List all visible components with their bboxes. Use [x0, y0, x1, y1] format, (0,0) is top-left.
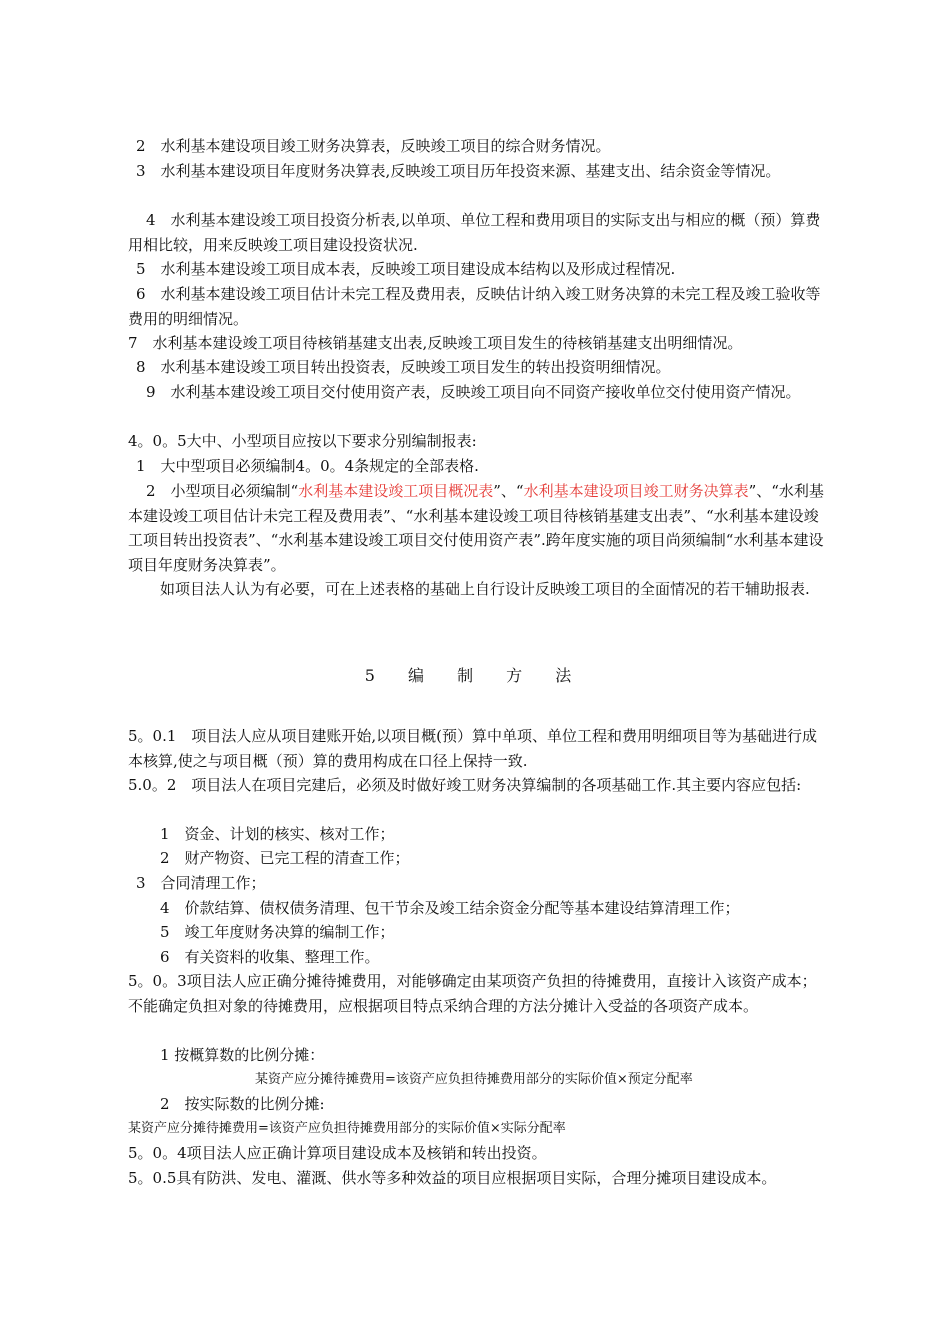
formula-budget-ratio: 某资产应分摊待摊费用=该资产应负担待摊费用部分的实际价值×预定分配率 [255, 1072, 693, 1087]
basic-work-item-5: 5 竣工年度财务决算的编制工作； [160, 923, 395, 941]
report-item-8: 8 水利基本建设竣工项目转出投资表，反映竣工项目发生的转出投资明细情况。 [136, 358, 671, 376]
clause-5-0-5: 5。0.5具有防洪、发电、灌溉、供水等多种效益的项目应根据项目实际，合理分摊项目建设成本。 [128, 1169, 777, 1187]
method-2-label: 2 按实际数的比例分摊: [160, 1095, 325, 1113]
clause-4-0-5-rule-2 [128, 479, 828, 577]
clause-5-0-1: 5。0.1 项目法人应从项目建账开始,以项目概(预）算中单项、单位工程和费用明细项目等为基础进行成本核算,使之与项目概（预）算的费用构成在口径上保持一致. [128, 727, 818, 770]
basic-work-item-1: 1 资金、计划的核实、核对工作； [160, 825, 395, 843]
report-item-3: 3 水利基本建设项目年度财务决算表,反映竣工项目历年投资来源、基建支出、结余资金等情况。 [136, 162, 781, 180]
rule-2-text-c: ”、“水利基本建设竣工项目估计未完工程及费用表”、“水利基本建设竣工项目待核销基建支出表”、“水利基本建设竣工项目转出投资表”、“水利基本建设竣工项目交付使用资产表”.跨年度实施的项目尚须编制“水利基本建设项目年度财务决算表”。 [128, 482, 824, 574]
basic-work-item-6: 6 有关资料的收集、整理工作。 [160, 948, 380, 966]
report-item-5: 5 水利基本建设竣工项目成本表，反映竣工项目建设成本结构以及形成过程情况. [136, 260, 676, 278]
basic-work-item-4: 4 价款结算、债权债务清理、包干节余及竣工结余资金分配等基本建设结算清理工作； [160, 899, 740, 917]
clause-4-0-5-note: 如项目法人认为有必要，可在上述表格的基础上自行设计反映竣工项目的全面情况的若干辅助报表. [160, 580, 810, 598]
section-5-heading: 5 编 制 方 法 [364, 666, 586, 685]
clause-5-0-2: 5.0。2 项目法人在项目完建后，必须及时做好竣工财务决算编制的各项基础工作.其主要内容应包括: [128, 776, 802, 794]
method-1-label: 1 按概算数的比例分摊： [160, 1046, 325, 1064]
rule-2-text-b: ”、“ [493, 482, 524, 500]
report-item-9: 9 水利基本建设竣工项目交付使用资产表，反映竣工项目向不同资产接收单位交付使用资产情况。 [146, 383, 801, 401]
clause-4-0-5-title: 4。0。5大中、小型项目应按以下要求分别编制报表: [128, 432, 477, 450]
clause-5-0-4: 5。0。4项目法人应正确计算项目建设成本及核销和转出投资。 [128, 1144, 547, 1162]
report-item-7: 7 水利基本建设竣工项目待核销基建支出表,反映竣工项目发生的待核销基建支出明细情况。 [128, 334, 743, 352]
basic-work-item-2: 2 财产物资、已完工程的清查工作； [160, 849, 410, 867]
clause-4-0-5-rule-1: 1 大中型项目必须编制4。0。4条规定的全部表格. [136, 457, 479, 475]
basic-work-item-3: 3 合同清理工作； [136, 874, 266, 892]
rule-2-highlight-final-accounts-table: 水利基本建设项目竣工财务决算表 [523, 482, 749, 500]
rule-2-text-a: 2 小型项目必须编制“ [146, 482, 299, 500]
report-item-2: 2 水利基本建设项目竣工财务决算表，反映竣工项目的综合财务情况。 [136, 137, 611, 155]
report-item-4: 4 水利基本建设竣工项目投资分析表,以单项、单位工程和费用项目的实际支出与相应的概（预）算费用相比较，用来反映竣工项目建设投资状况. [128, 211, 821, 254]
report-item-6: 6 水利基本建设竣工项目估计未完工程及费用表，反映估计纳入竣工财务决算的未完工程及竣工验收等费用的明细情况。 [128, 285, 821, 328]
rule-2-highlight-overview-table: 水利基本建设竣工项目概况表 [298, 482, 494, 500]
formula-actual-ratio: 某资产应分摊待摊费用=该资产应负担待摊费用部分的实际价值×实际分配率 [128, 1121, 566, 1136]
clause-5-0-3: 5。0。3项目法人应正确分摊待摊费用，对能够确定由某项资产负担的待摊费用，直接计入该资产成本；不能确定负担对象的待摊费用，应根据项目特点采纳合理的方法分摊计入受益的各项资产成本。 [128, 972, 817, 1015]
